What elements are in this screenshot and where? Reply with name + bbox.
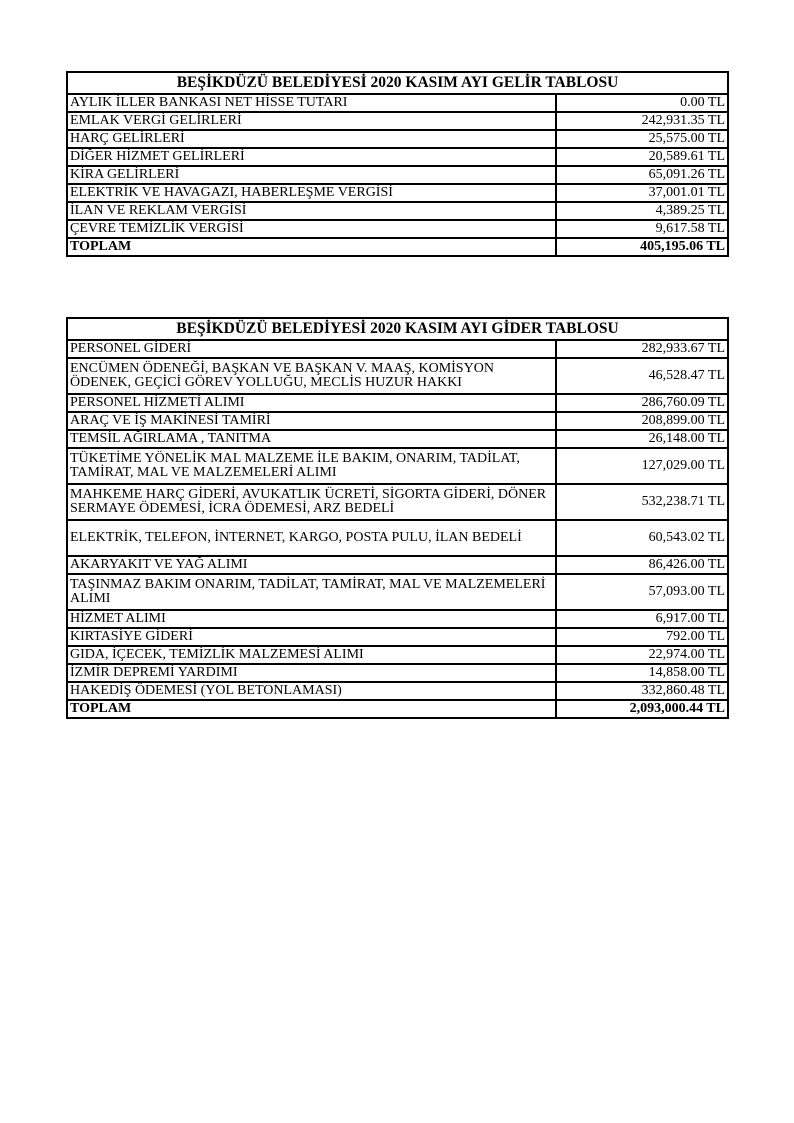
row-label: AKARYAKIT VE YAĞ ALIMI [67, 556, 556, 574]
income-table [66, 71, 729, 257]
table-row [67, 166, 728, 184]
table-row [67, 628, 728, 646]
table-row [67, 202, 728, 220]
table-row [67, 394, 728, 412]
table-row [67, 610, 728, 628]
row-amount: 286,760.09 TL [556, 394, 728, 412]
row-amount: 242,931.35 TL [556, 112, 728, 130]
row-label: MAHKEME HARÇ GİDERİ, AVUKATLIK ÜCRETİ, SİGORTA GİDERİ, DÖNER SERMAYE ÖDEMESİ, İCRA ÖDEMESİ, ARZ BEDELİ [67, 484, 556, 520]
row-amount: 46,528.47 TL [556, 358, 728, 394]
row-amount: 532,238.71 TL [556, 484, 728, 520]
row-amount: 127,029.00 TL [556, 448, 728, 484]
table-row [67, 112, 728, 130]
row-label: KIRTASİYE GİDERİ [67, 628, 556, 646]
row-label: ÇEVRE TEMİZLİK VERGİSİ [67, 220, 556, 238]
total-label: TOPLAM [67, 238, 556, 256]
row-amount: 37,001.01 TL [556, 184, 728, 202]
table-row [67, 412, 728, 430]
row-amount: 9,617.58 TL [556, 220, 728, 238]
row-label: İZMİR DEPREMİ YARDIMI [67, 664, 556, 682]
row-amount: 6,917.00 TL [556, 610, 728, 628]
row-amount: 86,426.00 TL [556, 556, 728, 574]
table-row [67, 220, 728, 238]
row-label: PERSONEL GİDERİ [67, 340, 556, 358]
total-amount: 2,093,000.44 TL [556, 700, 728, 718]
table-row [67, 358, 728, 394]
row-amount: 22,974.00 TL [556, 646, 728, 664]
table-row [67, 148, 728, 166]
row-label: HAKEDİŞ ÖDEMESİ (YOL BETONLAMASI) [67, 682, 556, 700]
row-amount: 65,091.26 TL [556, 166, 728, 184]
row-label: EMLAK VERGİ GELİRLERİ [67, 112, 556, 130]
row-amount: 20,589.61 TL [556, 148, 728, 166]
row-amount: 282,933.67 TL [556, 340, 728, 358]
row-label: HARÇ GELİRLERİ [67, 130, 556, 148]
row-label: İLAN VE REKLAM VERGİSİ [67, 202, 556, 220]
table-row [67, 664, 728, 682]
row-label: ENCÜMEN ÖDENEĞİ, BAŞKAN VE BAŞKAN V. MAAŞ, KOMİSYON ÖDENEK, GEÇİCİ GÖREV YOLLUĞU, MECLİS HUZUR HAKKI [67, 358, 556, 394]
total-row [67, 700, 728, 718]
row-amount: 4,389.25 TL [556, 202, 728, 220]
row-label: HİZMET ALIMI [67, 610, 556, 628]
table-row [67, 94, 728, 112]
row-label: ARAÇ VE İŞ MAKİNESİ TAMİRİ [67, 412, 556, 430]
table-row [67, 430, 728, 448]
table-row [67, 448, 728, 484]
row-amount: 25,575.00 TL [556, 130, 728, 148]
row-amount: 332,860.48 TL [556, 682, 728, 700]
row-label: TAŞINMAZ BAKIM ONARIM, TADİLAT, TAMİRAT, MAL VE MALZEMELERİ ALIMI [67, 574, 556, 610]
row-label: KİRA GELİRLERİ [67, 166, 556, 184]
row-label: AYLIK İLLER BANKASI NET HİSSE TUTARI [67, 94, 556, 112]
table-row [67, 520, 728, 556]
row-amount: 208,899.00 TL [556, 412, 728, 430]
expense-table [66, 317, 729, 719]
row-amount: 57,093.00 TL [556, 574, 728, 610]
row-amount: 792.00 TL [556, 628, 728, 646]
row-label: ELEKTRİK, TELEFON, İNTERNET, KARGO, POSTA PULU, İLAN BEDELİ [67, 520, 556, 556]
row-amount: 14,858.00 TL [556, 664, 728, 682]
table-row [67, 130, 728, 148]
table-row [67, 646, 728, 664]
income-table-title: BEŞİKDÜZÜ BELEDİYESİ 2020 KASIM AYI GELİR TABLOSU [67, 72, 728, 94]
row-label: DİĞER HİZMET GELİRLERİ [67, 148, 556, 166]
row-label: TÜKETİME YÖNELİK MAL MALZEME İLE BAKIM, ONARIM, TADİLAT, TAMİRAT, MAL VE MALZEMELERİ ALIMI [67, 448, 556, 484]
row-label: TEMSİL AĞIRLAMA , TANITMA [67, 430, 556, 448]
expense-table-title: BEŞİKDÜZÜ BELEDİYESİ 2020 KASIM AYI GİDER TABLOSU [67, 318, 728, 340]
row-label: PERSONEL HİZMETİ ALIMI [67, 394, 556, 412]
table-row [67, 184, 728, 202]
table-row [67, 484, 728, 520]
row-label: ELEKTRİK VE HAVAGAZI, HABERLEŞME VERGİSİ [67, 184, 556, 202]
row-amount: 0.00 TL [556, 94, 728, 112]
total-amount: 405,195.06 TL [556, 238, 728, 256]
row-amount: 60,543.02 TL [556, 520, 728, 556]
row-label: GIDA, İÇECEK, TEMİZLİK MALZEMESİ ALIMI [67, 646, 556, 664]
table-row [67, 556, 728, 574]
total-row [67, 238, 728, 256]
total-label: TOPLAM [67, 700, 556, 718]
row-amount: 26,148.00 TL [556, 430, 728, 448]
table-row [67, 340, 728, 358]
table-row [67, 682, 728, 700]
table-row [67, 574, 728, 610]
